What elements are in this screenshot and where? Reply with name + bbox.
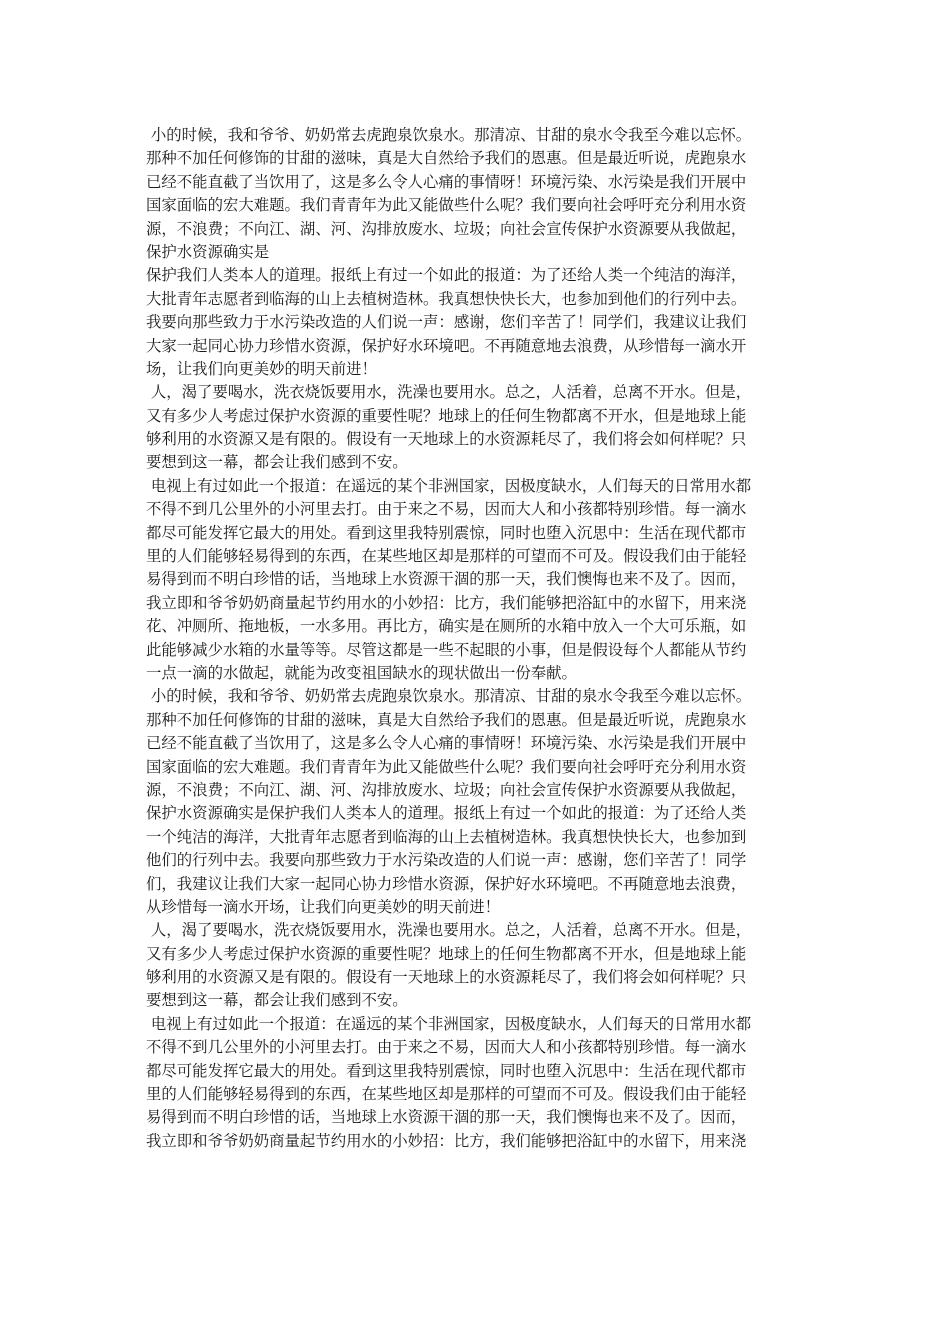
text-line: 电视上有过如此一个报道：在遥远的某个非洲国家，因极度缺水，人们每天的日常用水都 (146, 476, 752, 495)
text-line: 电视上有过如此一个报道：在遥远的某个非洲国家，因极度缺水，人们每天的日常用水都 (146, 1014, 752, 1033)
text-line: 小的时候，我和爷爷、奶奶常去虎跑泉饮泉水。那清凉、甘甜的泉水令我至今难以忘怀。 (146, 126, 752, 144)
text-line: 花、冲厕所、拖地板，一水多用。再比方，确实是在厕所的水箱中放入一个大可乐瓶，如 (146, 617, 747, 636)
text-line: 人，渴了要喝水，洗衣烧饭要用水，洗澡也要用水。总之，人活着，总离不开水。但是， (146, 921, 752, 940)
text-line: 已经不能直截了当饮用了，这是多么令人心痛的事情呀！环境污染、水污染是我们开展中 (146, 734, 747, 753)
text-line: 里的人们能够轻易得到的东西，在某些地区却是那样的可望而不可及。假设我们由于能轻 (146, 1085, 747, 1104)
text-line: 我要向那些致力于水污染改造的人们说一声：感谢，您们辛苦了！同学们，我建议让我们 (146, 313, 747, 332)
text-line: 此能够减少水箱的水量等等。尽管这都是一些不起眼的小事，但是假设每个人都能从节约 (146, 640, 747, 659)
text-line: 大家一起同心协力珍惜水资源，保护好水环境吧。不再随意地去浪费，从珍惜每一滴水开 (146, 336, 747, 355)
text-line: 那种不加任何修饰的甘甜的滋味，真是大自然给予我们的恩惠。但是最近听说，虎跑泉水 (146, 149, 747, 168)
text-line: 保护水资源确实是 (146, 242, 270, 261)
text-line: 国家面临的宏大难题。我们青青年为此又能做些什么呢？我们要向社会呼吁充分利用水资 (146, 757, 747, 776)
text-line: 易得到而不明白珍惜的话，当地球上水资源干涸的那一天，我们懊悔也来不及了。因而， (146, 570, 747, 589)
text-line: 一点一滴的水做起，就能为改变祖国缺水的现状做出一份奉献。 (146, 663, 577, 682)
text-line: 里的人们能够轻易得到的东西，在某些地区却是那样的可望而不可及。假设我们由于能轻 (146, 547, 747, 566)
text-line: 保护我们人类本人的道理。报纸上有过一个如此的报道：为了还给人类一个纯洁的海洋， (146, 266, 747, 285)
text-line: 都尽可能发挥它最大的用处。看到这里我特别震惊，同时也堕入沉思中：生活在现代都市 (146, 1061, 747, 1080)
text-line: 我立即和爷爷奶奶商量起节约用水的小妙招：比方，我们能够把浴缸中的水留下，用来浇 (146, 1131, 747, 1150)
text-line: 我立即和爷爷奶奶商量起节约用水的小妙招：比方，我们能够把浴缸中的水留下，用来浇 (146, 593, 747, 612)
text-line: 大批青年志愿者到临海的山上去植树造林。我真想快快长大，也参加到他们的行列中去。 (146, 289, 747, 308)
text-line: 一个纯洁的海洋，大批青年志愿者到临海的山上去植树造林。我真想快快长大，也参加到 (146, 827, 747, 846)
text-line: 不得不到几公里外的小河里去打。由于来之不易，因而大人和小孩都特别珍惜。每一滴水 (146, 1038, 747, 1057)
text-line: 够利用的水资源又是有限的。假设有一天地球上的水资源耗尽了，我们将会如何样呢？只 (146, 430, 747, 449)
text-line: 都尽可能发挥它最大的用处。看到这里我特别震惊，同时也堕入沉思中：生活在现代都市 (146, 523, 747, 542)
text-line: 从珍惜每一滴水开场，让我们向更美妙的明天前进！ (146, 897, 500, 916)
text-line: 源，不浪费；不向江、湖、河、沟排放废水、垃圾；向社会宣传保护水资源要从我做起， (146, 219, 747, 238)
text-line: 已经不能直截了当饮用了，这是多么令人心痛的事情呀！环境污染、水污染是我们开展中 (146, 172, 747, 191)
text-line: 不得不到几公里外的小河里去打。由于来之不易，因而大人和小孩都特别珍惜。每一滴水 (146, 500, 747, 519)
text-line: 又有多少人考虑过保护水资源的重要性呢？地球上的任何生物都离不开水，但是地球上能 (146, 944, 747, 963)
text-line: 小的时候，我和爷爷、奶奶常去虎跑泉饮泉水。那清凉、甘甜的泉水令我至今难以忘怀。 (146, 687, 752, 706)
text-line: 源，不浪费；不向江、湖、河、沟排放废水、垃圾；向社会宣传保护水资源要从我做起， (146, 780, 747, 799)
text-line: 够利用的水资源又是有限的。假设有一天地球上的水资源耗尽了，我们将会如何样呢？只 (146, 968, 747, 987)
text-line: 国家面临的宏大难题。我们青青年为此又能做些什么呢？我们要向社会呼吁充分利用水资 (146, 196, 747, 215)
text-line: 要想到这一幕，都会让我们感到不安。 (146, 453, 408, 472)
text-line: 场，让我们向更美妙的明天前进！ (146, 359, 377, 378)
text-line: 那种不加任何修饰的甘甜的滋味，真是大自然给予我们的恩惠。但是最近听说，虎跑泉水 (146, 710, 747, 729)
document-body-text (146, 124, 811, 1153)
text-line: 又有多少人考虑过保护水资源的重要性呢？地球上的任何生物都离不开水，但是地球上能 (146, 406, 747, 425)
text-line: 他们的行列中去。我要向那些致力于水污染改造的人们说一声：感谢，您们辛苦了！同学 (146, 851, 747, 870)
text-line: 人，渴了要喝水，洗衣烧饭要用水，洗澡也要用水。总之，人活着，总离不开水。但是， (146, 383, 752, 402)
text-line: 要想到这一幕，都会让我们感到不安。 (146, 991, 408, 1010)
text-line: 保护水资源确实是保护我们人类本人的道理。报纸上有过一个如此的报道：为了还给人类 (146, 804, 747, 823)
text-line: 易得到而不明白珍惜的话，当地球上水资源干涸的那一天，我们懊悔也来不及了。因而， (146, 1108, 747, 1127)
text-line: 们，我建议让我们大家一起同心协力珍惜水资源，保护好水环境吧。不再随意地去浪费， (146, 874, 747, 893)
